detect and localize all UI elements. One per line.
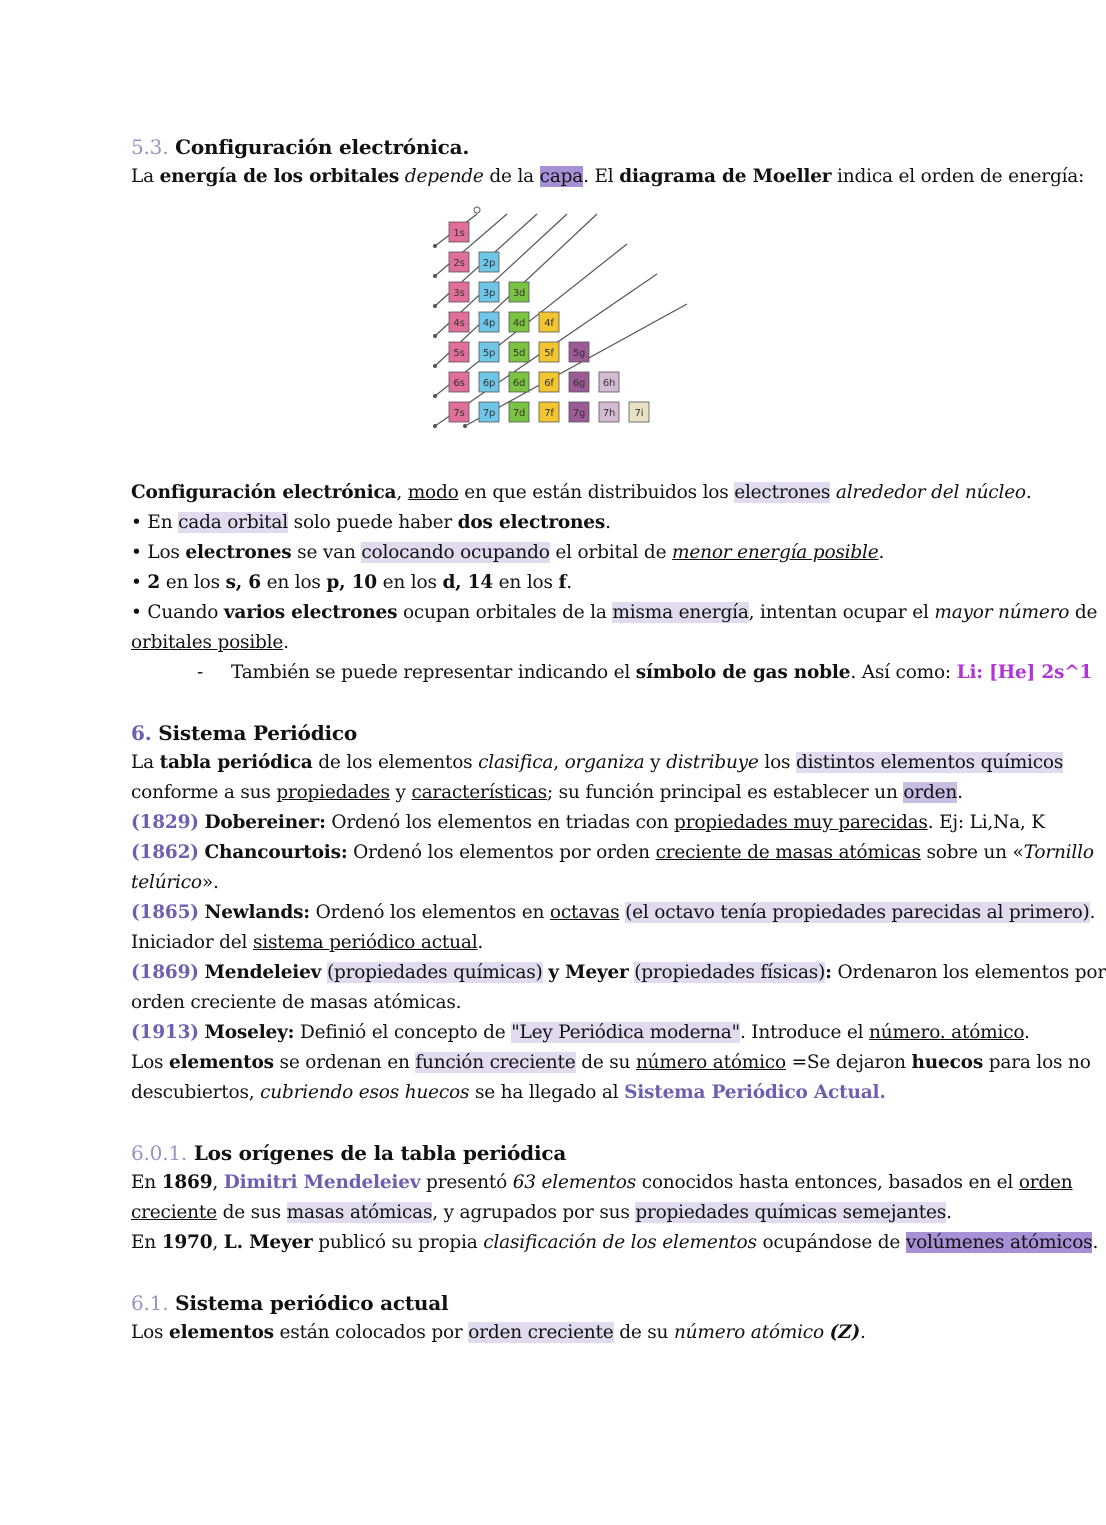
orbital-label-7p: 7p <box>482 408 496 419</box>
orbital-label-6s: 6s <box>453 378 465 389</box>
moeller-arrowhead <box>433 334 437 338</box>
heading-6-1: 6.1. Sistema periódico actual <box>131 1291 449 1315</box>
s6-chancourtois: (1862) Chancourtois: Ordenó los elementos por orden creciente de masas atómicas sobre un «Tornillo <box>131 842 1094 863</box>
s6-order: Los elementos se ordenan en función creciente de su número atómico =Se dejaron huecos para los no <box>131 1052 1091 1073</box>
s601-line-3: En 1970, L. Meyer publicó su propia clasificación de los elementos ocupándose de volúmenes atómicos. <box>131 1232 1099 1253</box>
orbital-label-7f: 7f <box>544 408 554 419</box>
moeller-arrowhead <box>433 364 437 368</box>
s601-line-2: creciente de sus masas atómicas, y agrupados por sus propiedades químicas semejantes. <box>131 1202 952 1223</box>
orbital-label-6g: 6g <box>572 378 586 389</box>
orbital-label-5s: 5s <box>453 348 465 359</box>
s6-mendeleiev-meyer: (1869) Mendeleiev (propiedades químicas) y Meyer (propiedades físicas): Ordenaron los elementos por <box>131 962 1106 983</box>
orbital-label-2p: 2p <box>482 258 496 269</box>
moeller-arrowhead <box>433 304 437 308</box>
s6-newlands-cont: Iniciador del sistema periódico actual. <box>131 932 484 953</box>
orbital-label-7d: 7d <box>512 408 526 419</box>
s6-order-cont: descubiertos, cubriendo esos huecos se ha llegado al Sistema Periódico Actual. <box>131 1082 886 1103</box>
orbital-label-5f: 5f <box>544 348 554 359</box>
orbital-label-6h: 6h <box>602 378 616 389</box>
moeller-arrowhead <box>433 244 437 248</box>
heading-6: 6. Sistema Periódico <box>131 721 357 745</box>
bullet-capacity: • 2 en los s, 6 en los p, 10 en los d, 14 en los f. <box>131 572 572 593</box>
heading-5-3: 5.3. Configuración electrónica. <box>131 135 470 159</box>
moeller-start-point <box>474 207 480 213</box>
orbital-label-2s: 2s <box>453 258 465 269</box>
moeller-arrowhead <box>433 274 437 278</box>
noble-gas-note: - También se puede representar indicando el símbolo de gas noble. Así como: Li: [He] 2s^1 <box>197 662 1093 683</box>
orbital-label-4p: 4p <box>482 318 496 329</box>
orbital-label-3s: 3s <box>453 288 465 299</box>
bullet-electrons: • Los electrones se van colocando ocupando el orbital de menor energía posible. <box>131 542 885 563</box>
s601-line-1: En 1869, Dimitri Mendeleiev presentó 63 elementos conocidos hasta entonces, basados en el orden <box>131 1172 1073 1193</box>
orbital-label-3p: 3p <box>482 288 496 299</box>
orbital-label-5d: 5d <box>512 348 526 359</box>
s6-chancourtois-cont: telúrico». <box>131 872 219 893</box>
moeller-intro: La energía de los orbitales depende de la capa. El diagrama de Moeller indica el orden de energía: <box>131 166 1085 187</box>
heading-6-0-1: 6.0.1. Los orígenes de la tabla periódica <box>131 1141 567 1165</box>
bullet-hund-cont: orbitales posible. <box>131 632 289 653</box>
config-definition: Configuración electrónica, modo en que están distribuidos los electrones alrededor del núcleo. <box>131 482 1032 503</box>
s6-line-2: conforme a sus propiedades y características; su función principal es establecer un orden. <box>131 782 963 803</box>
orbital-label-7i: 7i <box>634 408 644 419</box>
orbital-label-3d: 3d <box>512 288 526 299</box>
orbital-label-1s: 1s <box>453 228 465 239</box>
orbital-label-5p: 5p <box>482 348 496 359</box>
moeller-arrowhead <box>433 424 437 428</box>
s6-mendeleiev-cont: orden creciente de masas atómicas. <box>131 992 462 1013</box>
bullet-hund: • Cuando varios electrones ocupan orbitales de la misma energía, intentan ocupar el mayor número de <box>131 602 1098 623</box>
orbital-label-4f: 4f <box>544 318 554 329</box>
orbital-label-6d: 6d <box>512 378 526 389</box>
moeller-arrowhead <box>463 424 467 428</box>
moeller-diagram <box>421 198 661 448</box>
s61-line-1: Los elementos están colocados por orden creciente de su número atómico (Z). <box>131 1322 866 1343</box>
orbital-label-7h: 7h <box>602 408 616 419</box>
orbital-label-7g: 7g <box>572 408 586 419</box>
orbital-label-4d: 4d <box>512 318 526 329</box>
moeller-arrowhead <box>433 394 437 398</box>
orbital-label-6p: 6p <box>482 378 496 389</box>
orbital-label-7s: 7s <box>453 408 465 419</box>
bullet-orbital: • En cada orbital solo puede haber dos electrones. <box>131 512 611 533</box>
s6-newlands: (1865) Newlands: Ordenó los elementos en octavas (el octavo tenía propiedades parecidas al primero). <box>131 902 1096 923</box>
s6-moseley: (1913) Moseley: Definió el concepto de "Ley Periódica moderna". Introduce el número. atómico. <box>131 1022 1030 1043</box>
orbital-label-6f: 6f <box>544 378 554 389</box>
s6-dobereiner: (1829) Dobereiner: Ordenó los elementos en triadas con propiedades muy parecidas. Ej: Li,Na, K <box>131 812 1045 833</box>
orbital-label-5g: 5g <box>572 348 586 359</box>
s6-line-1: La tabla periódica de los elementos clasifica, organiza y distribuye los distintos elementos químicos <box>131 752 1064 773</box>
orbital-label-4s: 4s <box>453 318 465 329</box>
